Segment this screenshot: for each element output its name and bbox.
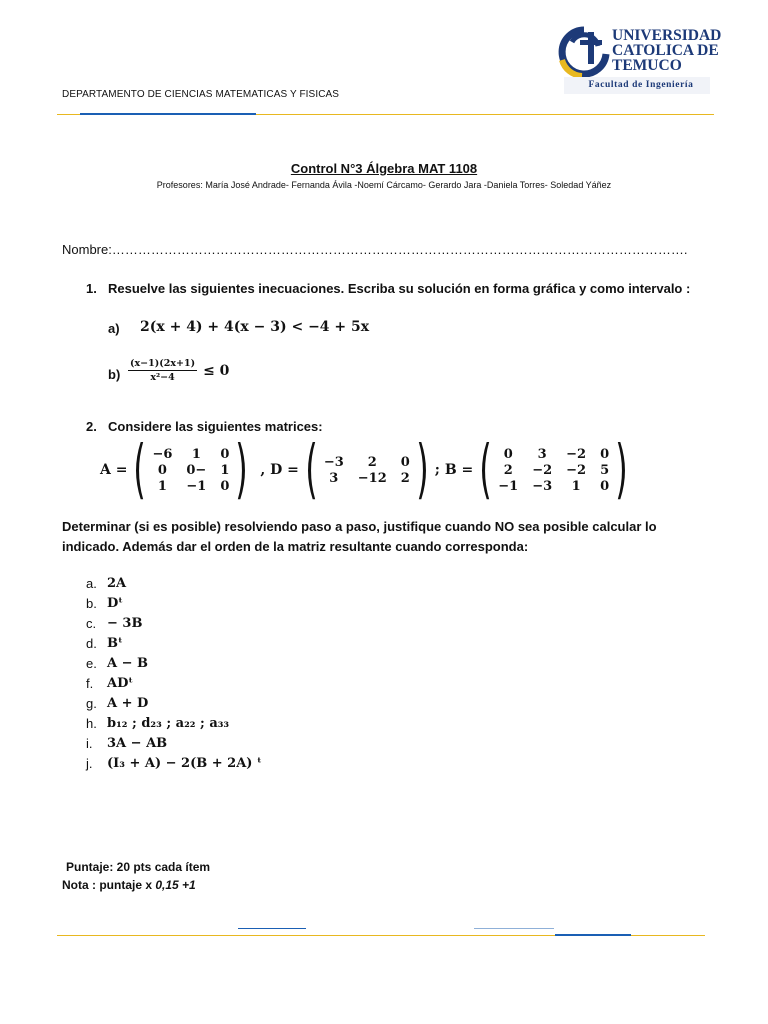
- list-item-value: ADᵗ: [107, 675, 134, 691]
- professors-line: Profesores: María José Andrade- Fernanda Ávila -Noemí Cárcamo- Gerardo Jara -Daniela Torres- Soledad Yáñez: [156, 180, 612, 190]
- matrix-B-cell: 0: [600, 478, 610, 494]
- list-item: [86, 713, 262, 733]
- q1-b-expression: $\frac{(x-1)(2x+1)}{\text{x²−4}}$ ≤ 0: [130, 358, 230, 383]
- list-item-label: f.: [86, 675, 94, 691]
- list-item: [86, 753, 262, 773]
- q1-a-expression: 2(x + 4) + 4(x − 3) < −4 + 5x: [140, 319, 370, 335]
- matrix-B-cell: −3: [532, 478, 553, 494]
- list-item: [86, 693, 262, 713]
- matrix-B-cell: −2: [532, 462, 553, 478]
- list-item: [86, 653, 262, 673]
- q1-a-label: a): [108, 321, 120, 336]
- list-item-label: b.: [86, 595, 97, 611]
- footer-blue-mark-1: [238, 928, 306, 929]
- matrix-A-cell: 1: [220, 462, 230, 478]
- list-item-label: c.: [86, 615, 97, 631]
- list-item-label: g.: [86, 695, 97, 711]
- matrix-B-cell: 1: [571, 478, 581, 494]
- matrix-A-cell: −6: [152, 446, 173, 462]
- matrix-D-cell: 2: [367, 454, 377, 470]
- matrix-D-cell: 0: [400, 454, 410, 470]
- list-item-value: A − B: [107, 655, 149, 671]
- q1-b-fraction: $\frac{(x-1)(2x+1)}{\text{x²−4}}$: [130, 358, 196, 383]
- matrix-B-cell: 3: [537, 446, 547, 462]
- list-item-label: e.: [86, 655, 97, 671]
- matrix-D-name: , D =: [260, 462, 299, 478]
- matrix-D-cell: 2: [400, 470, 410, 486]
- matrix-B-cell: −2: [566, 446, 587, 462]
- matrix-A-cell: 1: [191, 446, 201, 462]
- matrix-B: ( 0 3 −2 0 2 −2 −2 5 −1 −3 1 0 ): [479, 433, 628, 507]
- matrix-B-cell: −2: [566, 462, 587, 478]
- matrix-D-cell: 3: [329, 470, 339, 486]
- matrix-A-cell: 0: [220, 446, 230, 462]
- list-item-value: A + D: [107, 695, 149, 711]
- university-logo: [558, 24, 722, 94]
- list-item-value: Bᵗ: [107, 635, 123, 651]
- list-item-value: (I₃ + A) − 2(B + 2A) ᵗ: [107, 755, 262, 771]
- department-header: DEPARTAMENTO DE CIENCIAS MATEMATICAS Y FISICAS: [62, 89, 340, 100]
- list-item-label: j.: [86, 755, 93, 771]
- matrix-A: ( −6 1 0 0 0− 1 1 −1 0 ): [133, 433, 249, 507]
- matrix-A-cell: 1: [157, 478, 167, 494]
- matrix-B-cell: 0: [600, 446, 610, 462]
- logo-faculty: Facultad de Ingeniería: [588, 80, 694, 90]
- header-blue-rule: [80, 113, 256, 115]
- matrix-A-name: A =: [100, 462, 128, 478]
- list-item-label: a.: [86, 575, 97, 591]
- footer-blue-mark-2: [474, 928, 554, 929]
- question-1-text: Resuelve las siguientes inecuaciones. Escriba su solución en forma gráfica y como intervalo :: [108, 281, 691, 296]
- grade-line: Nota : puntaje x 0,15 +1: [62, 878, 196, 892]
- matrix-B-name: ; B =: [434, 462, 474, 478]
- exercise-list: [86, 573, 262, 773]
- question-2-number: 2.: [86, 419, 97, 434]
- matrices-row: [100, 433, 634, 507]
- matrix-B-cell: −1: [498, 478, 519, 494]
- list-item-label: h.: [86, 715, 97, 731]
- instructions: Determinar (si es posible) resolviendo paso a paso, justifique cuando NO sea posible calcular lo indicado. Además dar el orden de la matriz resultante cuando corresponda:: [62, 519, 657, 554]
- matrix-D: ( −3 2 0 3 −12 2 ): [305, 433, 429, 507]
- logo-emblem-icon: [558, 26, 610, 82]
- matrix-A-cell: 0−: [186, 462, 207, 478]
- list-item-value: Dᵗ: [107, 595, 124, 611]
- list-item: [86, 633, 262, 653]
- list-item: [86, 593, 262, 613]
- list-item-value: 2A: [107, 575, 127, 591]
- list-item-label: i.: [86, 735, 93, 751]
- footer-blue-rule: [555, 934, 631, 936]
- matrix-B-cell: 2: [503, 462, 513, 478]
- matrix-B-cell: 0: [503, 446, 513, 462]
- matrix-A-cell: −1: [186, 478, 207, 494]
- list-item-value: b₁₂ ; d₂₃ ; a₂₂ ; a₃₃: [107, 715, 230, 731]
- list-item: [86, 733, 262, 753]
- logo-wordmark: UNIVERSIDAD CATOLICA DE TEMUCO: [612, 27, 722, 74]
- question-2-text: Considere las siguientes matrices:: [108, 419, 323, 434]
- matrix-A-cell: 0: [220, 478, 230, 494]
- matrix-D-cell: −3: [323, 454, 344, 470]
- list-item-value: − 3B: [107, 615, 143, 631]
- list-item-value: 3A − AB: [107, 735, 168, 751]
- list-item: [86, 573, 262, 593]
- list-item: [86, 673, 262, 693]
- page-title: Control N°3 Álgebra MAT 1108: [290, 161, 478, 176]
- question-1-number: 1.: [86, 281, 97, 296]
- score-line: Puntaje: 20 pts cada ítem: [66, 860, 211, 874]
- matrix-D-cell: −12: [357, 470, 387, 486]
- list-item-label: d.: [86, 635, 97, 651]
- matrix-B-cell: 5: [600, 462, 610, 478]
- name-field-line: Nombre:…………………………………………………………………………………………………………………….: [62, 242, 688, 257]
- q1-b-label: b): [108, 367, 121, 382]
- list-item: [86, 613, 262, 633]
- matrix-A-cell: 0: [157, 462, 167, 478]
